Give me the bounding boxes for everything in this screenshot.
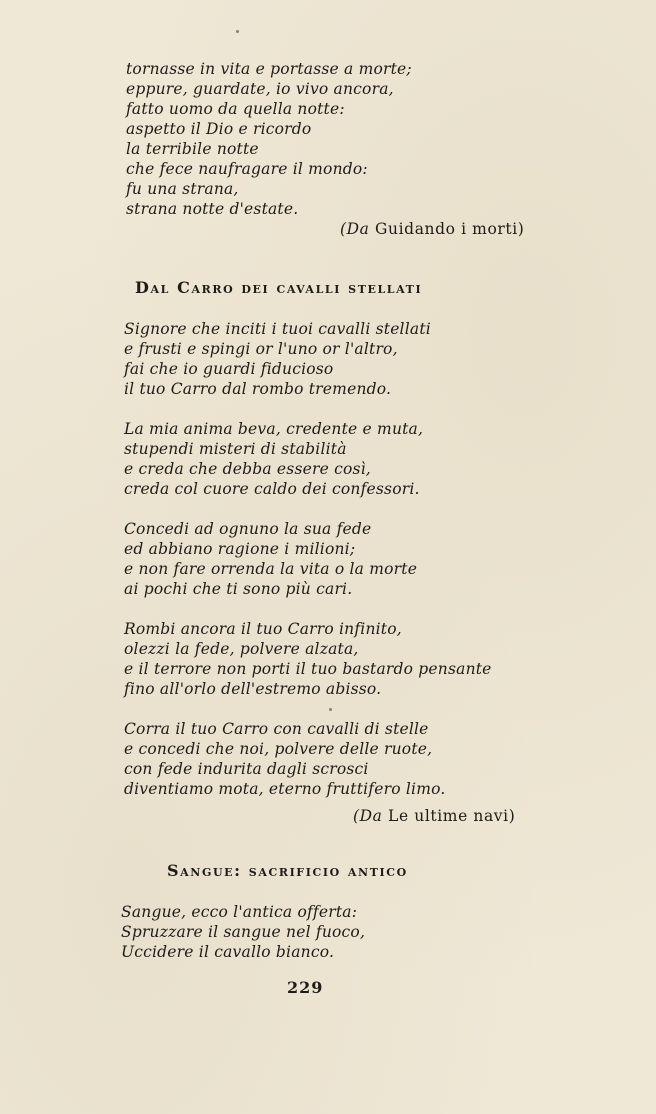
page-number: 229 xyxy=(287,978,324,997)
poem-line: Uccidere il cavallo bianco. xyxy=(121,943,335,961)
poem-line: Spruzzare il sangue nel fuoco, xyxy=(121,923,366,941)
poem-title: Sangue: sacrificio antico xyxy=(167,861,408,880)
poem-line: Signore che inciti i tuoi cavalli stellati xyxy=(124,320,431,338)
poem-line: creda col cuore caldo dei confessori. xyxy=(124,480,420,498)
page-speck xyxy=(236,30,239,33)
poem-line: il tuo Carro dal rombo tremendo. xyxy=(124,380,392,398)
poem-line: fai che io guardi fiducioso xyxy=(124,360,334,378)
source-prefix: (Da xyxy=(340,220,370,238)
poem-line: fino all'orlo dell'estremo abisso. xyxy=(124,680,382,698)
poem-line: la terribile notte xyxy=(126,140,259,158)
poem-line: fu una strana, xyxy=(126,180,239,198)
poem-line: ed abbiano ragione i milioni; xyxy=(124,540,356,558)
poem-line: ai pochi che ti sono più cari. xyxy=(124,580,353,598)
source-citation xyxy=(353,806,515,826)
poem-line: e il terrore non porti il tuo bastardo pensante xyxy=(124,660,492,678)
poem-line: stupendi misteri di stabilità xyxy=(124,440,347,458)
poem-line: e non fare orrenda la vita o la morte xyxy=(124,560,418,578)
poem-line: strana notte d'estate. xyxy=(126,200,299,218)
poem-line: aspetto il Dio e ricordo xyxy=(126,120,312,138)
poem-line: eppure, guardate, io vivo ancora, xyxy=(126,80,394,98)
poem-line: olezzi la fede, polvere alzata, xyxy=(124,640,359,658)
poem-line: e concedi che noi, polvere delle ruote, xyxy=(124,740,433,758)
source-title: Le ultime navi) xyxy=(388,807,516,825)
poem-line: e frusti e spingi or l'uno or l'altro, xyxy=(124,340,398,358)
poem-line: tornasse in vita e portasse a morte; xyxy=(126,60,412,78)
poem-line: La mia anima beva, credente e muta, xyxy=(124,420,424,438)
poem-line: diventiamo mota, eterno fruttifero limo. xyxy=(124,780,446,798)
poem-line: Corra il tuo Carro con cavalli di stelle xyxy=(124,720,429,738)
poem-line: Concedi ad ognuno la sua fede xyxy=(124,520,372,538)
poem-line: e creda che debba essere così, xyxy=(124,460,371,478)
poem-line: con fede indurita dagli scrosci xyxy=(124,760,369,778)
source-prefix: (Da xyxy=(353,807,383,825)
poem-line: Rombi ancora il tuo Carro infinito, xyxy=(124,620,402,638)
page-speck xyxy=(329,708,332,711)
source-title: Guidando i morti) xyxy=(375,220,525,238)
poem-title: Dal Carro dei cavalli stellati xyxy=(135,278,423,297)
poem-line: Sangue, ecco l'antica offerta: xyxy=(121,903,358,921)
source-citation xyxy=(340,219,524,239)
poem-line: che fece naufragare il mondo: xyxy=(126,160,368,178)
poem-line: fatto uomo da quella notte: xyxy=(126,100,345,118)
